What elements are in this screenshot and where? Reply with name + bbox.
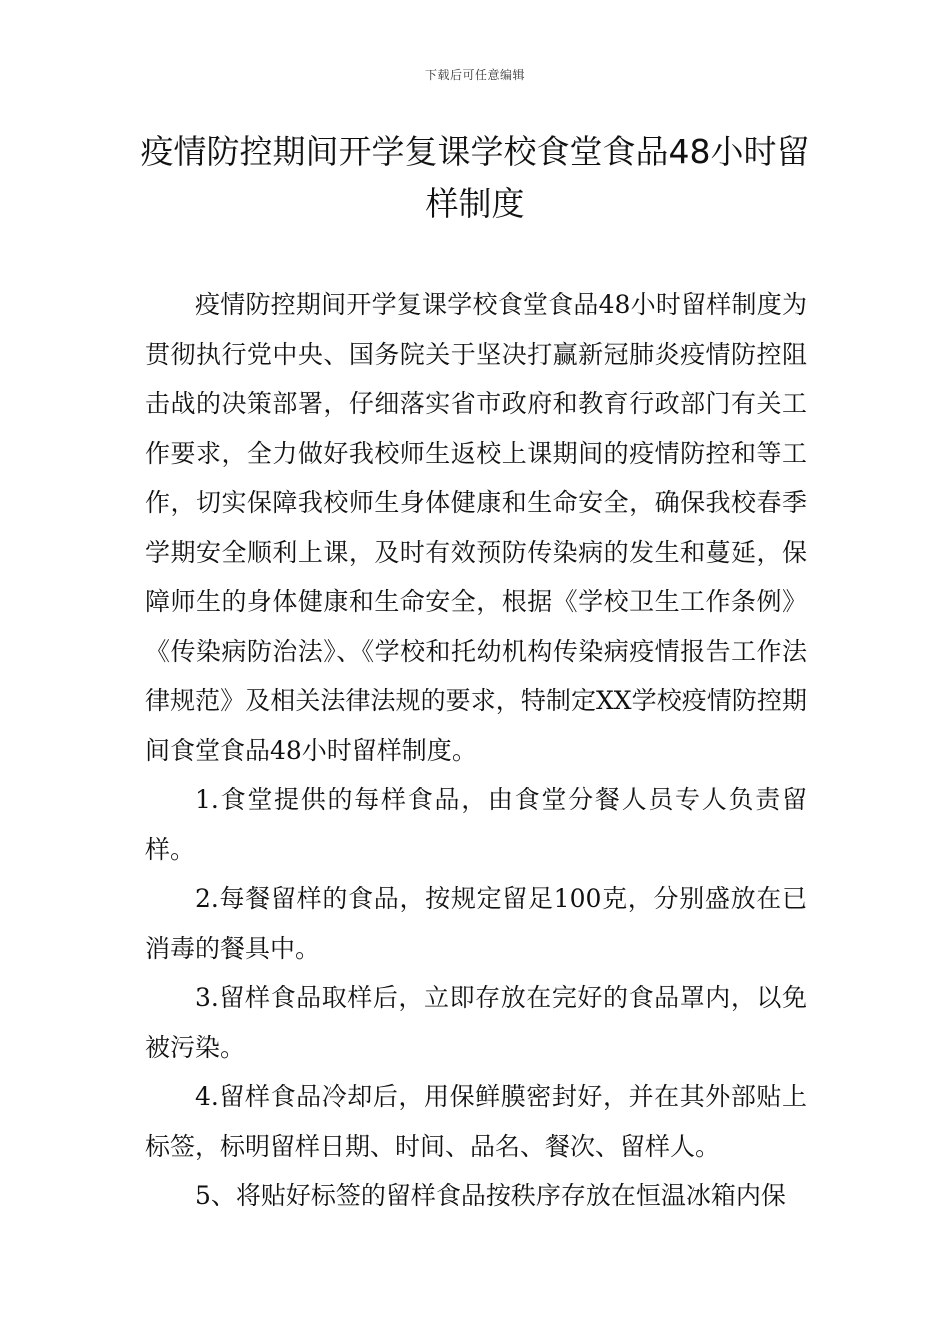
paragraph-item-2: 2.每餐留样的食品，按规定留足100克，分别盛放在已消毒的餐具中。 [145,884,807,963]
paragraph-item-5: 5、将贴好标签的留样食品按秩序存放在恒温冰箱内保 [195,1181,786,1210]
header-note: 下载后可任意编辑 [424,68,525,82]
paragraph-item-4: 4.留样食品冷却后，用保鲜膜密封好，并在其外部贴上标签，标明留样日期、时间、品名、餐次、留样人。 [145,1082,807,1161]
paragraph-item-1: 1.食堂提供的每样食品，由食堂分餐人员专人负责留样。 [145,785,807,864]
paragraph-item-3: 3.留样食品取样后，立即存放在完好的食品罩内，以免被污染。 [145,983,807,1062]
paragraph-intro: 疫情防控期间开学复课学校食堂食品48小时留样制度为贯彻执行党中央、国务院关于坚决打赢新冠肺炎疫情防控阻击战的决策部署，仔细落实省市政府和教育行政部门有关工作要求，全力做好我校师生返校上课期间的疫情防控和等工作，切实保障我校师生身体健康和生命安全，确保我校春季学期安全顺利上课，及时有效预防传染病的发生和蔓延，保障师生的身体健康和生命安全，根据《学校卫生工作条例》《传染病防治法》、《学校和托幼机构传染病疫情报告工作法律规范》及相关法律法规的要求，特制定XX学校疫情防控期间食堂食品48小时留样制度。 [145,290,807,765]
document-title: 疫情防控期间开学复课学校食堂食品48小时留样制度 [140,132,810,223]
document-body [145,280,807,1221]
